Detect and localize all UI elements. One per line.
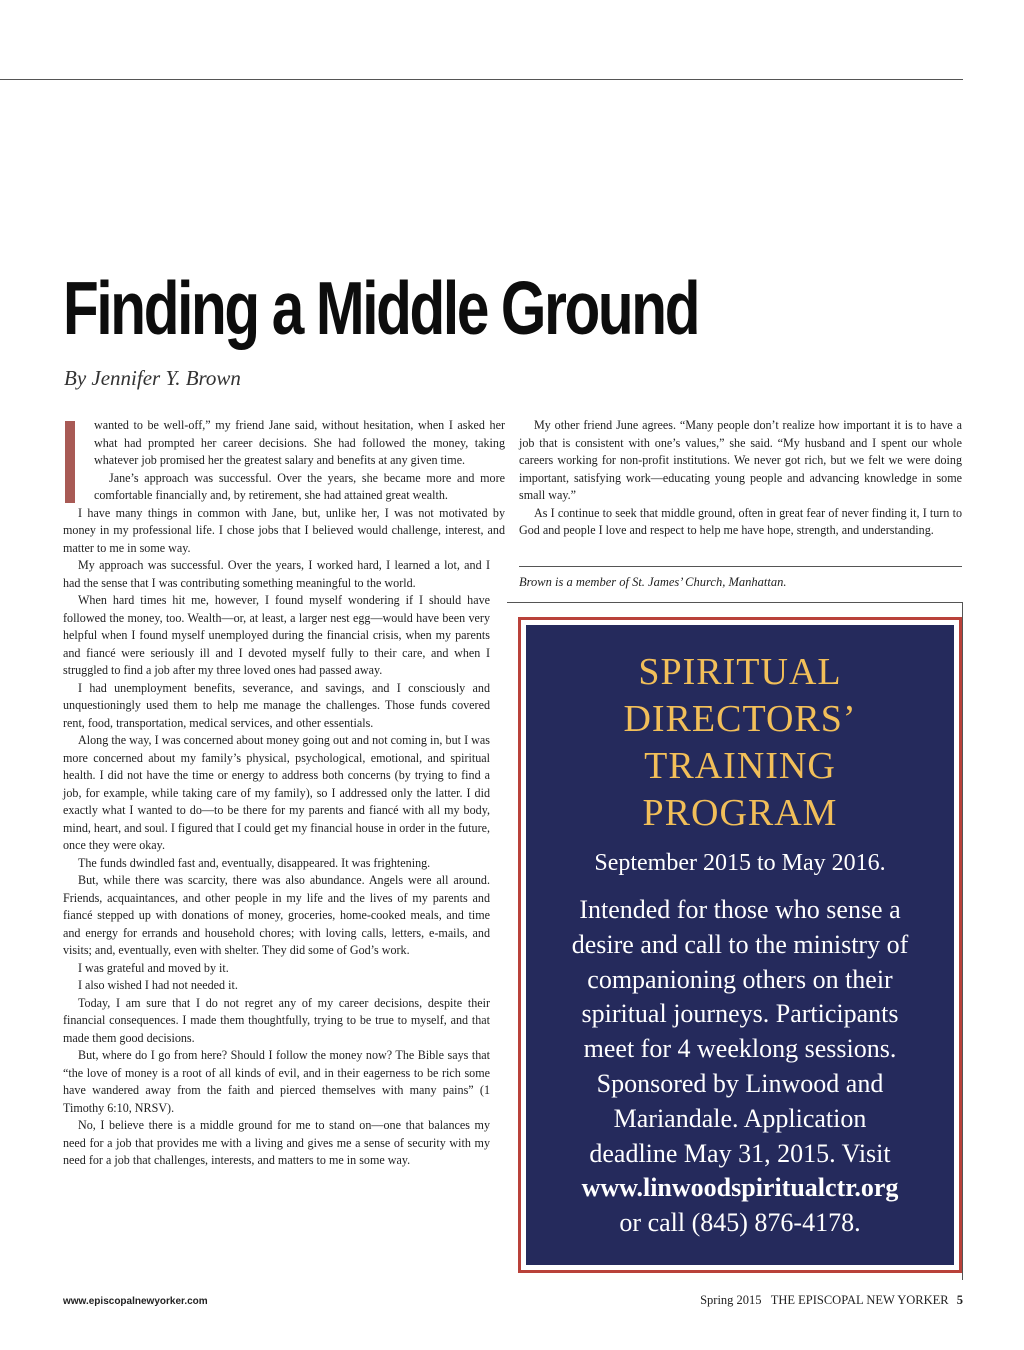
article-paragraph: Jane’s approach was successful. Over the years, she became more and more comfortable financially and, by retirement, she had attained great wealth. <box>94 470 505 502</box>
ad-body-line: deadline May 31, 2015. Visit <box>589 1138 891 1168</box>
ad-title <box>526 649 954 837</box>
article-paragraph: The funds dwindled fast and, eventually, disappeared. It was frightening. <box>78 855 431 870</box>
ad-body-line: spiritual journeys. Participants <box>581 999 899 1029</box>
ad-frame-top-rule <box>507 602 963 603</box>
author-bio: Brown is a member of St. James’ Church, Manhattan. <box>519 575 787 589</box>
ad-body-line: meet for 4 weeklong sessions. <box>583 1034 897 1064</box>
article-column-left <box>63 417 505 1170</box>
top-rule <box>0 79 963 80</box>
article-paragraph: My other friend June agrees. “Many people don’t realize how important it is to have a job that is consistent with one’s values,” she said. “My husband and I spent our whole careers working for non-profit institutions. We never got rich, but we felt we were doing important, satisfying work—educating young people and advancing knowledge in some small way.” <box>519 418 962 502</box>
ad-body-line: companioning others on their <box>587 964 893 994</box>
article-paragraph: I have many things in common with Jane, but, unlike her, I was not motivated by money in my professional life. I chose jobs that I believed would challenge, interest, and matter to me in some way. <box>63 505 505 555</box>
article-paragraph: As I continue to seek that middle ground, often in great fear of never finding it, I turn to God and people I love and respect to help me have hope, strength, and understanding. <box>519 505 962 537</box>
footer-website: www.episcopalnewyorker.com <box>63 1296 208 1307</box>
footer-info <box>700 1293 963 1308</box>
ad-website-link[interactable]: www.linwoodspiritualctr.org <box>581 1173 899 1203</box>
article-paragraph: But, while there was scarcity, there was also abundance. Angels were all around. Friends, acquaintances, and other people in my life and the lives of my parents and fiancé stepped up with donations of money, groceries, home-cooked meals, and time and energy for errands and household chores; with loving calls, letters, e-mails, and visits; and, eventually, even with shelter. They did some of God’s work. <box>63 873 490 957</box>
drop-cap-bar <box>65 421 75 503</box>
ad-title-line: PROGRAM <box>642 792 838 834</box>
article-paragraph: No, I believe there is a middle ground for me to stand on—one that balances my need for a job that provides me with a living and gives me a sense of security with my need for a job that challenges, interests, and matters to me in some way. <box>63 1118 490 1167</box>
article-paragraph: But, where do I go from here? Should I follow the money now? The Bible says that “the love of money is a root of all kinds of evil, and in their eagerness to be rich some have wandered away from the faith and pierced themselves with many pains” (1 Timothy 6:10, NRSV). <box>63 1048 490 1115</box>
ad-body-line: Sponsored by Linwood and <box>596 1068 884 1098</box>
article-paragraph: Along the way, I was concerned about money going out and not coming in, but I was more concerned about my family’s physical, psychological, emotional, and spiritual health. I did not have the time or energy to address both concerns (by trying to find a job, for example, while taking care of my family), so I addressed only the latter. I did exactly what I wanted to do—to be there for my parents and fiancé with all my body, mind, heart, and soul. I figured that I could get my financial house in order in the future, once they were okay. <box>63 733 490 852</box>
article-paragraph: Today, I am sure that I do not regret any of my career decisions, despite their financial consequences. I made them thoughtfully, trying to be true to myself, and that made them good decisions. <box>63 995 490 1045</box>
ad-body-line: desire and call to the ministry of <box>571 929 909 959</box>
bio-divider <box>519 566 962 567</box>
footer-issue: Spring 2015 <box>700 1293 762 1307</box>
advertisement-panel <box>526 625 954 1265</box>
article-paragraph: When hard times hit me, however, I found myself wondering if I should have followed the money, too. Wealth—or, at least, a larger nest egg—would have been very helpful when I found myself unemployed during the financial crisis, when my parents and fiancé were seriously ill and I devoted myself fully to their care, and when I struggled to find a job after my three loved ones had passed away. <box>63 593 490 677</box>
ad-title-line: TRAINING <box>644 745 836 787</box>
ad-body-line: Intended for those who sense a <box>579 895 901 924</box>
article-title: Finding a Middle Ground <box>63 266 699 350</box>
article-paragraph: I was grateful and moved by it. <box>78 960 229 975</box>
ad-body <box>526 893 954 1241</box>
ad-body-line: Mariandale. Application <box>613 1103 867 1133</box>
article-paragraph: I had unemployment benefits, severance, and savings, and I consciously and unquestioningly used them to help me manage the challenges. Those funds covered rent, food, transportation, medical services, and other essentials. <box>63 680 490 730</box>
ad-title-line: DIRECTORS’ <box>623 698 857 740</box>
ad-dates: September 2015 to May 2016. <box>594 850 886 876</box>
article-paragraph: I also wished I had not needed it. <box>78 978 238 992</box>
advertisement <box>518 617 962 1273</box>
page-number: 5 <box>956 1293 963 1307</box>
article-paragraph: wanted to be well-off,” my friend Jane said, without hesitation, when I asked her what had prompted her career decisions. She had followed the money, taking whatever job promised her the greatest salary and benefits at any given time. <box>94 418 505 467</box>
footer-publication: THE EPISCOPAL NEW YORKER <box>770 1293 949 1307</box>
ad-phone-line: or call (845) 876-4178. <box>619 1208 861 1238</box>
ad-frame-side-rule <box>962 602 963 1280</box>
article-column-right <box>519 417 962 540</box>
byline: By Jennifer Y. Brown <box>64 366 241 390</box>
ad-title-line: SPIRITUAL <box>638 651 842 693</box>
article-paragraph: My approach was successful. Over the years, I worked hard, I learned a lot, and I had the sense that I was contributing something meaningful to the world. <box>63 558 490 590</box>
